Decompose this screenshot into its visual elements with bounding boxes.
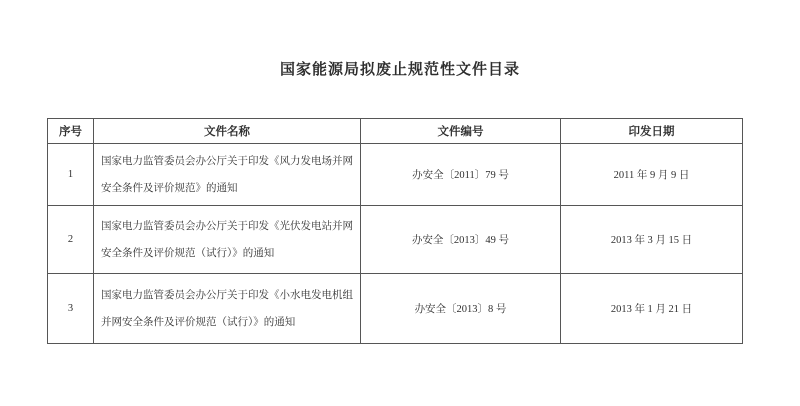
cell-serial-number: 2 [48, 206, 94, 274]
cell-serial-number: 1 [48, 144, 94, 206]
cell-file-name: 国家电力监管委员会办公厅关于印发《风力发电场并网安全条件及评价规范》的通知 [94, 144, 361, 206]
header-file-number: 文件编号 [361, 119, 561, 144]
table-row [48, 274, 743, 344]
table-header-row [48, 119, 743, 144]
page-title: 国家能源局拟废止规范性文件目录 [279, 61, 520, 78]
cell-file-name: 国家电力监管委员会办公厅关于印发《小水电发电机组并网安全条件及评价规范（试行）》的通知 [94, 274, 361, 344]
header-file-name: 文件名称 [94, 119, 361, 144]
table-row [48, 206, 743, 274]
cell-file-number: 办安全〔2011〕79 号 [361, 144, 561, 206]
repeal-documents-table [47, 118, 743, 344]
header-issue-date: 印发日期 [561, 119, 743, 144]
cell-issue-date: 2013 年 3 月 15 日 [561, 206, 743, 274]
cell-issue-date: 2011 年 9 月 9 日 [561, 144, 743, 206]
cell-file-number: 办安全〔2013〕8 号 [361, 274, 561, 344]
header-serial-number: 序号 [48, 119, 94, 144]
cell-serial-number: 3 [48, 274, 94, 344]
cell-issue-date: 2013 年 1 月 21 日 [561, 274, 743, 344]
cell-file-name: 国家电力监管委员会办公厅关于印发《光伏发电站并网安全条件及评价规范（试行）》的通知 [94, 206, 361, 274]
cell-file-number: 办安全〔2013〕49 号 [361, 206, 561, 274]
table-row [48, 144, 743, 206]
